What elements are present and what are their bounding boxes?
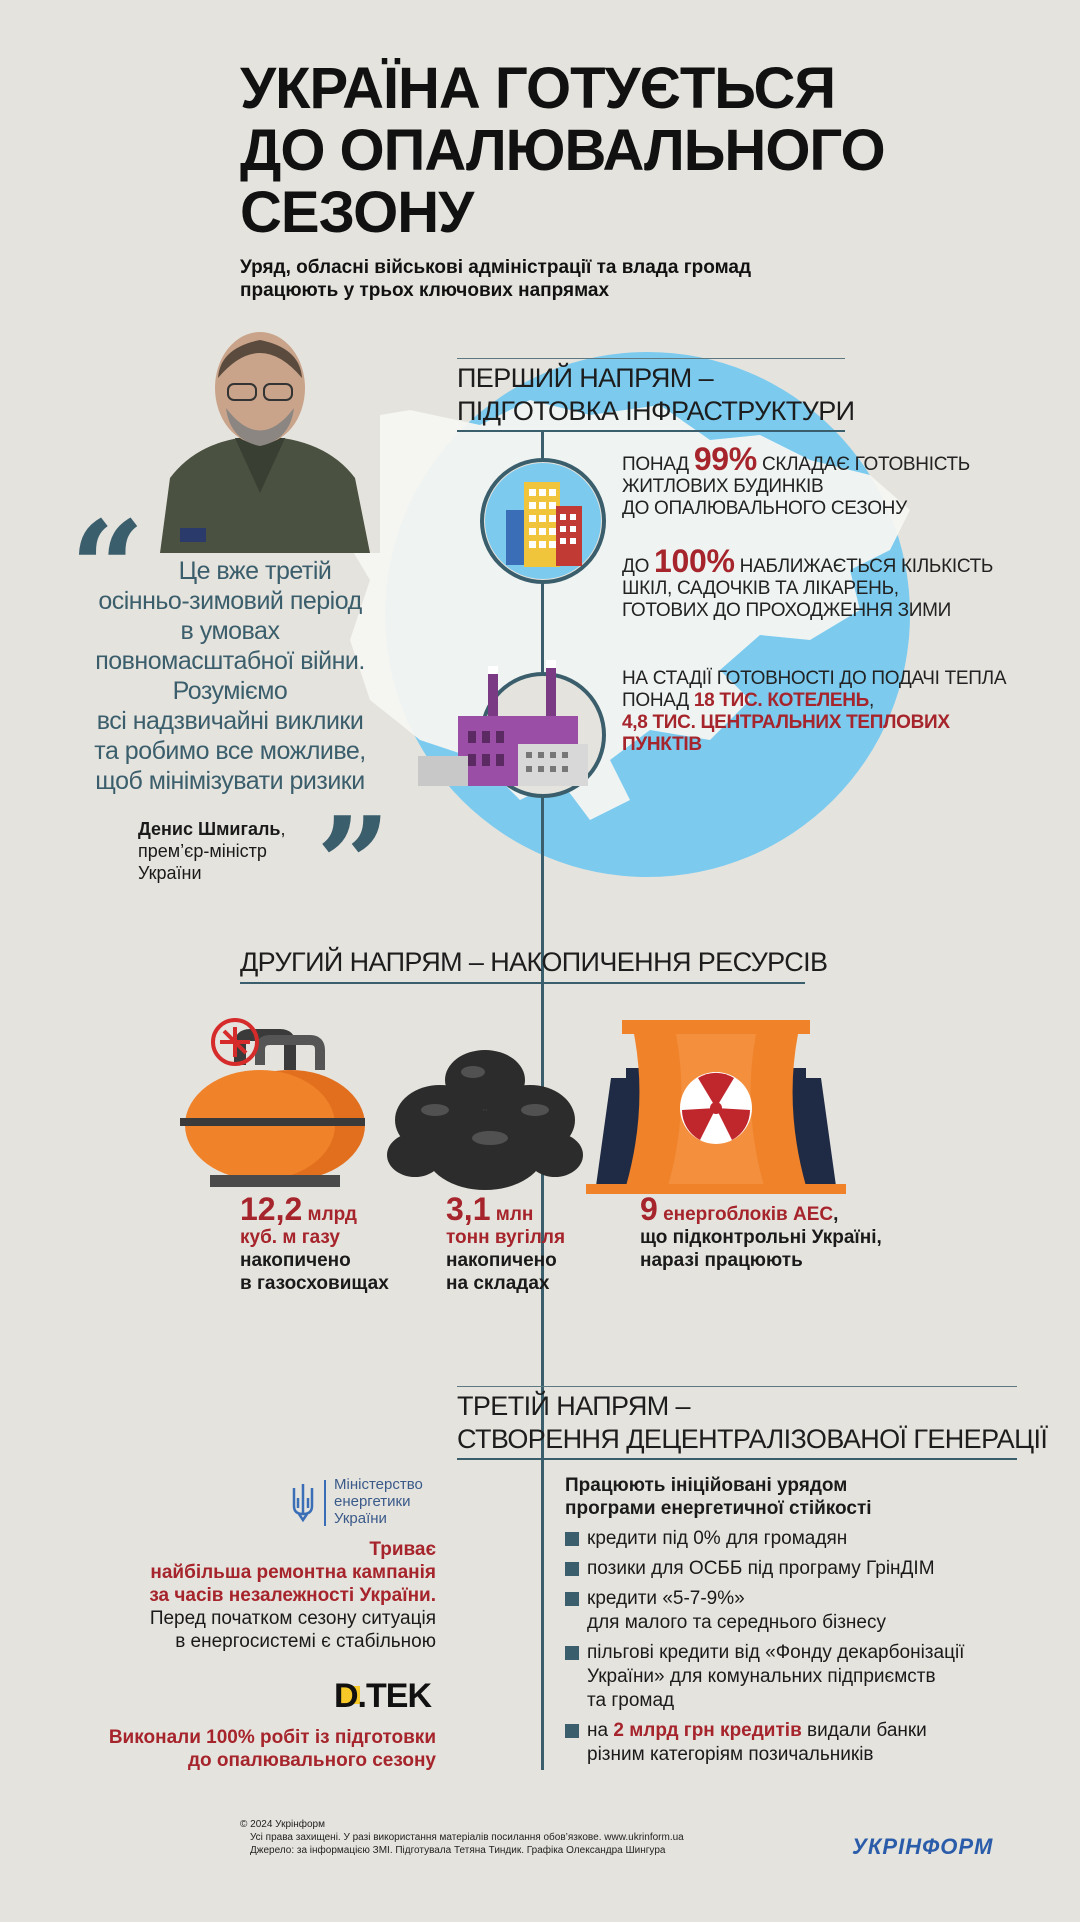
list-item: пільгові кредити від «Фонду декарбонізації України» для комунальних підприємств та громад [565,1641,1035,1713]
coal-stat: 3,1 млн тонн вугілля накопичено на складах [446,1191,566,1294]
bullet-square-icon [565,1532,579,1546]
fact-residential: ПОНАД 99% СКЛАДАЄ ГОТОВНІСТЬ ЖИТЛОВИХ БУДИНКІВ ДО ОПАЛЮВАЛЬНОГО СЕЗОНУ [622,441,970,519]
trident-icon [290,1482,316,1522]
portrait-avatar [140,318,380,553]
bullet-square-icon [565,1724,579,1738]
list-item: на 2 млрд грн кредитів видали банки різним категоріям позичальників [565,1719,1035,1767]
residential-building-icon [480,458,606,584]
gas-tank-icon [180,1010,370,1200]
gas-stat: 12,2 млрд куб. м газу накопичено в газосховищах [240,1191,389,1294]
list-item: кредити під 0% для громадян [565,1527,1035,1551]
section1-heading: ПЕРШИЙ НАПРЯМ – ПІДГОТОВКА ІНФРАСТРУКТУРИ [457,363,855,426]
page-title: УКРАЇНА ГОТУЄТЬСЯ ДО ОПАЛЮВАЛЬНОГО СЕЗОНУ [240,56,885,245]
section3-heading: ТРЕТІЙ НАПРЯМ – СТВОРЕННЯ ДЕЦЕНТРАЛІЗОВАНОЇ ГЕНЕРАЦІЇ [457,1391,1048,1454]
dtek-logo: D.TEK [334,1677,431,1715]
programs-list [565,1527,1035,1773]
nuclear-plant-icon [586,1018,846,1194]
programs-title: Працюють ініційовані урядом програми енергетичної стійкості [565,1475,872,1519]
dtek-statement: Виконали 100% робіт із підготовки до опалювального сезону [108,1727,436,1771]
ministry-statement: Триває найбільша ремонтна кампанія за часів незалежності України. Перед початком сезону ситуація в енергосистемі є стабільною [149,1539,436,1652]
coal-icon [385,1030,585,1200]
list-item: кредити «5-7-9%» для малого та середнього бізнесу [565,1587,1035,1635]
quote-text: Це вже третій осінньо-зимовий період в умовах повномасштабної війни. Розуміємо всі надзвичайні виклики та робимо все можливе, щоб мінімізувати ризики [94,557,366,795]
bullet-square-icon [565,1562,579,1576]
footer-credits: © 2024 Укрінформ Усі права захищені. У разі використання матеріалів посилання обов’язкове. www.ukrinform.ua Джерело: за інформацією ЗМІ. Підготувала Тетяна Тиндик. Графіка Олександра Шингура [240,1819,684,1856]
open-quote-icon: “ [70,492,145,645]
nuclear-stat: 9 енергоблоків АЕС, що підконтрольні Україні, наразі працюють [640,1191,882,1271]
quote-author: Денис Шмигаль, прем’єр-міністр України [138,819,286,883]
ministry-logo: Міністерство енергетики України [334,1476,423,1527]
page-subtitle: Уряд, обласні військові адміністрації та влада громад працюють у трьох ключових напрямах [240,257,752,301]
close-quote-icon: ” [316,788,391,941]
fact-boilers: НА СТАДІЇ ГОТОВНОСТІ ДО ПОДАЧІ ТЕПЛА ПОНАД 18 ТИС. КОТЕЛЕНЬ, 4,8 ТИС. ЦЕНТРАЛЬНИХ ТЕПЛОВИХ ПУНКТІВ [622,668,1007,755]
power-plant-icon [418,656,628,792]
bullet-square-icon [565,1592,579,1606]
ukrinform-logo: УКРІНФОРМ [852,1834,994,1859]
fact-schools: ДО 100% НАБЛИЖАЄТЬСЯ КІЛЬКІСТЬ ШКІЛ, САДОЧКІВ ТА ЛІКАРЕНЬ, ГОТОВИХ ДО ПРОХОДЖЕННЯ ЗИМИ [622,543,994,621]
list-item: позики для ОСББ під програму ГрінДІМ [565,1557,1035,1581]
bullet-square-icon [565,1646,579,1660]
section2-heading: ДРУГИЙ НАПРЯМ – НАКОПИЧЕННЯ РЕСУРСІВ [240,947,828,977]
